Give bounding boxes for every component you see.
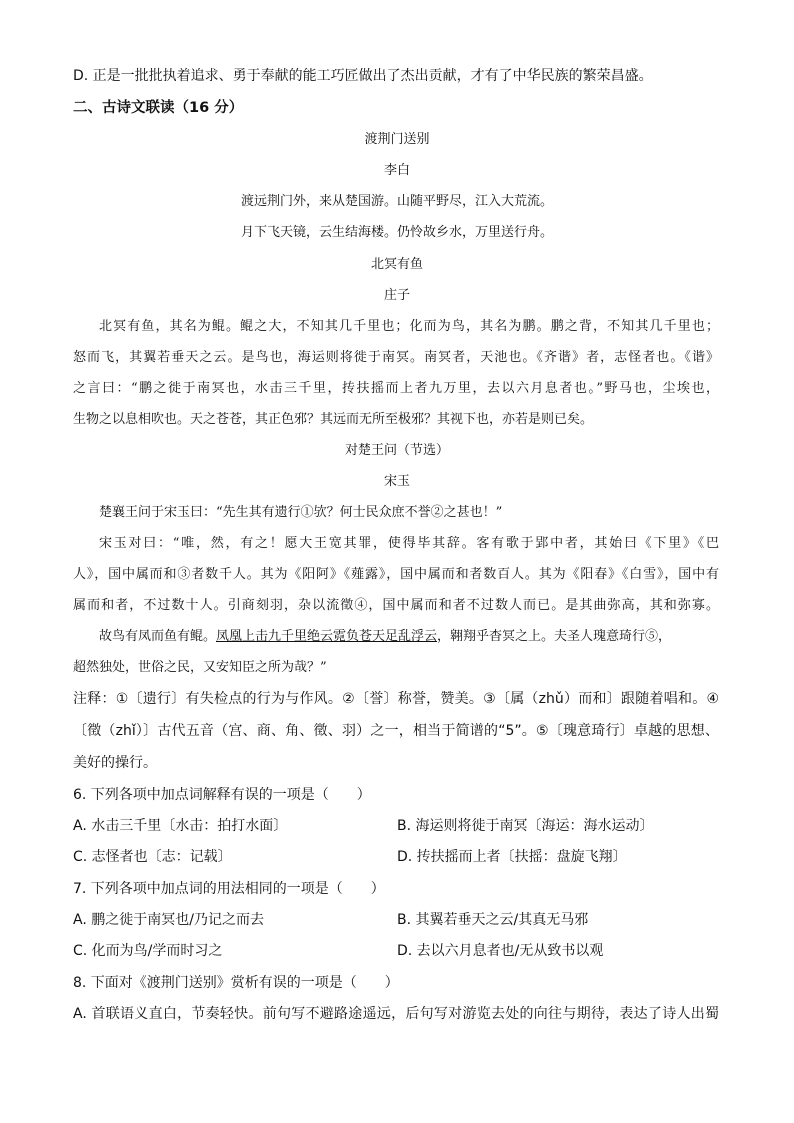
- prose1-line: 怒而飞，其翼若垂天之云。是鸟也，海运则将徙于南冥。南冥者，天池也。《齐谐》者，志怪者也。《谐》: [73, 350, 719, 365]
- prose1-line: 北冥有鱼，其名为鲲。鲲之大，不知其几千里也；化而为鸟，其名为鹏。鹏之背，不知其几千里也；: [99, 319, 719, 334]
- poem-author: 李白: [383, 163, 410, 178]
- q7-option-a: A. 鹏之徙于南冥也/乃记之而去: [73, 912, 264, 928]
- prose2-line: 超然独处，世俗之民，又安知臣之所为哉？”: [73, 660, 327, 675]
- notes-line: 〔徵（zhǐ）〕古代五音（宫、商、角、徵、羽）之一，相当于简谱的“5”。⑤〔瑰意琦行〕卓越的思想、: [73, 723, 719, 739]
- prose2-line: 属而和者，不过数十人。引商刻羽，杂以流徵④，国中属而和者不过数人而已。是其曲弥高，其和弥寡。: [73, 598, 719, 613]
- q7-option-b: B. 其翼若垂天之云/其真无马邪: [397, 912, 589, 928]
- poem-line: 渡远荆门外，来从楚国游。山随平野尽，江入大荒流。: [240, 194, 553, 209]
- q8-option-a: A. 首联语义直白，节奏轻快。前句写不避路途遥远，后句写对游览去处的向往与期待，表达了诗人出蜀: [73, 1006, 719, 1022]
- q6-option-b: B. 海运则将徙于南冥〔海运：海水运动〕: [397, 818, 654, 834]
- prose1-line: 生物之以息相吹也。天之苍苍，其正色邪？其远而无所至极邪？其视下也，亦若是则已矣。: [73, 412, 594, 427]
- prose2-line: 人》，国中属而和③者数千人。其为《阳阿》《薤露》，国中属而和者数百人。其为《阳春》《白雪》，国中有: [73, 567, 719, 582]
- prose1-line: 之言曰：“鹏之徙于南冥也，水击三千里，抟扶摇而上者九万里，去以六月息者也。”野马也，尘埃也，: [73, 381, 719, 396]
- prose2-text: ，翱翔乎杳冥之上。夫圣人瑰意琦行⑤，: [437, 629, 672, 644]
- question-8-stem: 8. 下面对《渡荆门送别》赏析有误的一项是（ ）: [73, 975, 399, 991]
- prose2-line: [99, 627, 671, 647]
- prose1-title: 北冥有鱼: [370, 257, 423, 272]
- poem-title: 渡荆门送别: [364, 132, 430, 147]
- q6-option-a: A. 水击三千里〔水击：拍打水面〕: [73, 818, 288, 834]
- prose2-paragraph: 楚襄王问于宋玉曰：“先生其有遗行①欤？何士民众庶不誉②之甚也！”: [99, 505, 503, 520]
- prose2-title: 对楚王问（节选）: [344, 443, 449, 458]
- prose2-author: 宋玉: [383, 474, 410, 489]
- poem-line: 月下飞天镜，云生结海楼。仍怜故乡水，万里送行舟。: [240, 225, 553, 240]
- q7-option-c: C. 化而为鸟/学而时习之: [73, 943, 223, 959]
- q6-option-d: D. 抟扶摇而上者〔扶摇：盘旋飞翔〕: [397, 849, 627, 865]
- question-6-stem: 6. 下列各项中加点词解释有误的一项是（ ）: [73, 787, 371, 803]
- underlined-sentence: 凤凰上击九千里绝云霓负苍天足乱浮云: [216, 629, 438, 644]
- prose2-line: 宋玉对曰：“唯，然，有之！愿大王宽其罪，使得毕其辞。客有歌于郢中者，其始曰《下里》《巴: [99, 536, 719, 551]
- notes-line: 注释：①〔遗行〕有失检点的行为与作风。②〔誉〕称誉，赞美。③〔属（zhǔ）而和〕跟随着唱和。④: [73, 691, 719, 707]
- prev-question-option-d: D. 正是一批批执着追求、勇于奉献的能工巧匠做出了杰出贡献，才有了中华民族的繁荣昌盛。: [73, 68, 653, 84]
- q6-option-c: C. 志怪者也〔志：记载〕: [73, 849, 232, 865]
- notes-line: 美好的操行。: [73, 755, 157, 771]
- q7-option-d: D. 去以六月息者也/无从致书以观: [397, 943, 604, 959]
- question-7-stem: 7. 下列各项中加点词的用法相同的一项是（ ）: [73, 881, 385, 897]
- section-title: 二、古诗文联读（16 分）: [73, 100, 244, 116]
- prose2-text: 故鸟有凤而鱼有鲲。: [99, 629, 217, 644]
- prose1-author: 庄子: [383, 288, 410, 303]
